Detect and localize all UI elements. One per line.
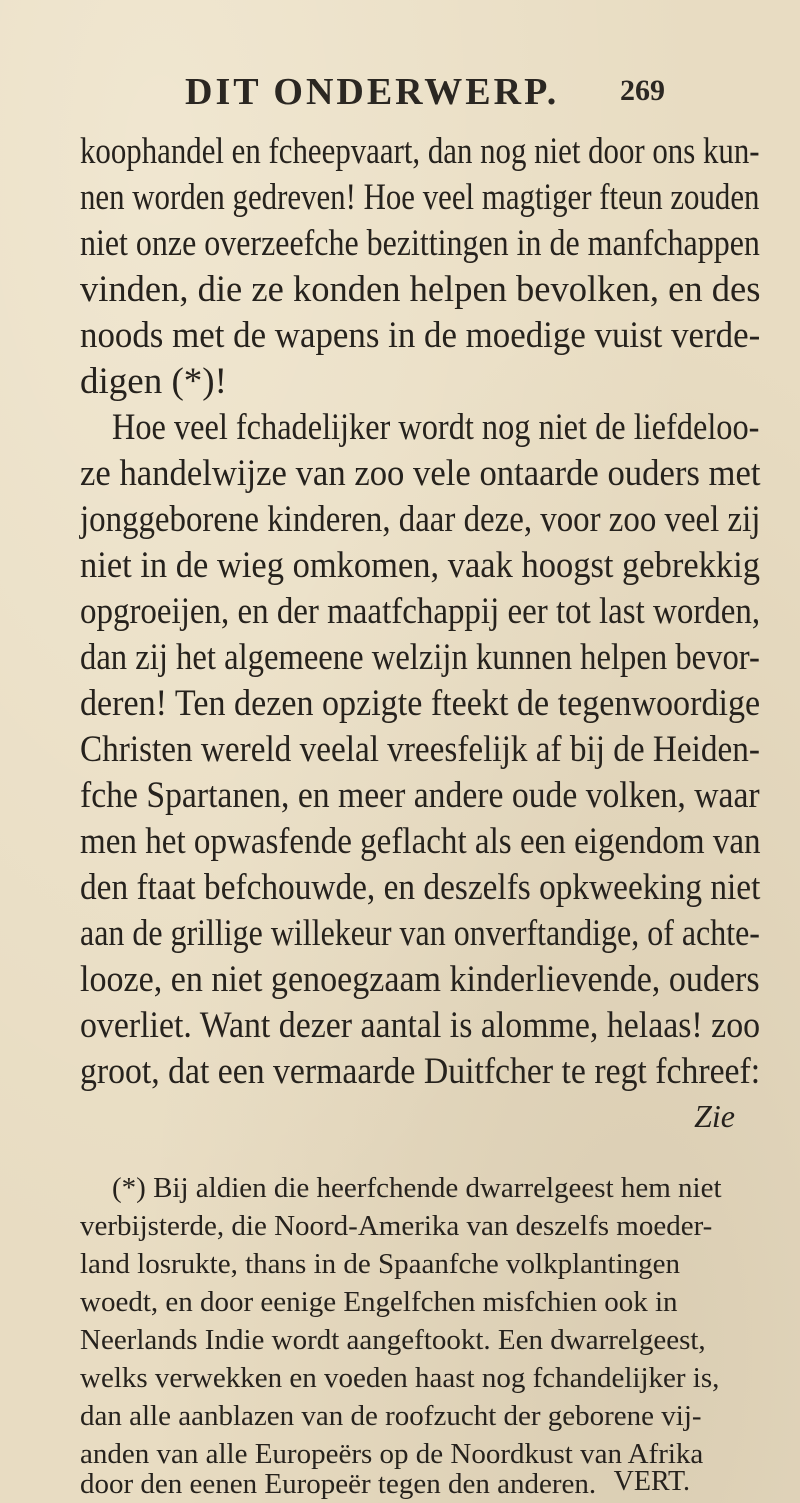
text-line: noods met de wapens in de moedige vuist verde- — [80, 315, 761, 356]
footnote-line: anden van alle Europeërs op de Noordkust van Afrika — [80, 1438, 704, 1470]
text-line: opgroeijen, en der maatfchappij eer tot last worden, — [80, 591, 761, 632]
footnote-line: verbijsterde, die Noord-Amerika van deszelfs moeder- — [80, 1210, 713, 1242]
text-line: ze handelwijze van zoo vele ontaarde ouders met — [80, 453, 761, 494]
footnote-line: door den eenen Europeër tegen den anderen. — [80, 1468, 597, 1500]
footnote-line: (*) Bij aldien die heerfchende dwarrelgeest hem niet — [112, 1172, 722, 1204]
footnote-line: dan alle aanblazen van de roofzucht der geborene vij- — [80, 1400, 702, 1432]
text-line: men het opwasfende geflacht als een eigendom van — [80, 821, 761, 862]
text-line: digen (*)! — [80, 361, 227, 402]
page-number: 269 — [620, 74, 665, 107]
text-line: overliet. Want dezer aantal is alomme, helaas! zoo — [80, 1005, 761, 1046]
text-line: Hoe veel fchadelijker wordt nog niet de liefdeloo- — [112, 407, 760, 448]
page-header — [185, 70, 665, 120]
text-line: niet in de wieg omkomen, vaak hoogst gebrekkig — [80, 545, 760, 586]
text-line: fche Spartanen, en meer andere oude volken, waar — [80, 775, 760, 816]
text-line: den ftaat befchouwde, en deszelfs opkweeking niet — [80, 867, 761, 908]
footnote-line: land losrukte, thans in de Spaanfche volkplantingen — [80, 1248, 680, 1280]
text-line: dan zij het algemeene welzijn kunnen helpen bevor- — [80, 637, 760, 678]
text-line: jonggeborene kinderen, daar deze, voor zoo veel zij — [80, 499, 761, 540]
text-line: groot, dat een vermaarde Duitfcher te regt fchreef: — [80, 1051, 761, 1092]
footnote-line: woedt, en door eenige Engelfchen misfchien ook in — [80, 1286, 678, 1318]
footnote-line: Neerlands Indie wordt aangeftookt. Een dwarrelgeest, — [80, 1324, 706, 1356]
text-line: vinden, die ze konden helpen bevolken, en des — [80, 269, 761, 310]
text-line: koophandel en fcheepvaart, dan nog niet door ons kun- — [80, 131, 760, 172]
text-line: nen worden gedreven! Hoe veel magtiger fteun zouden — [80, 177, 760, 218]
footnote-attribution: VERT. — [613, 1466, 690, 1497]
text-line: niet onze overzeefche bezittingen in de manfchappen — [80, 223, 760, 264]
text-line: looze, en niet genoegzaam kinderlievende, ouders — [80, 959, 760, 1000]
footnote-line: welks verwekken en voeden haast nog fchandelijker is, — [80, 1362, 720, 1394]
text-line: Christen wereld veelal vreesfelijk af bij de Heiden- — [80, 729, 760, 770]
running-head: DIT ONDERWERP. — [185, 71, 560, 113]
text-line: deren! Ten dezen opzigte fteekt de tegenwoordige — [80, 683, 761, 724]
catchword: Zie — [694, 1098, 735, 1134]
text-line: aan de grillige willekeur van onverftandige, of achte- — [80, 913, 760, 954]
